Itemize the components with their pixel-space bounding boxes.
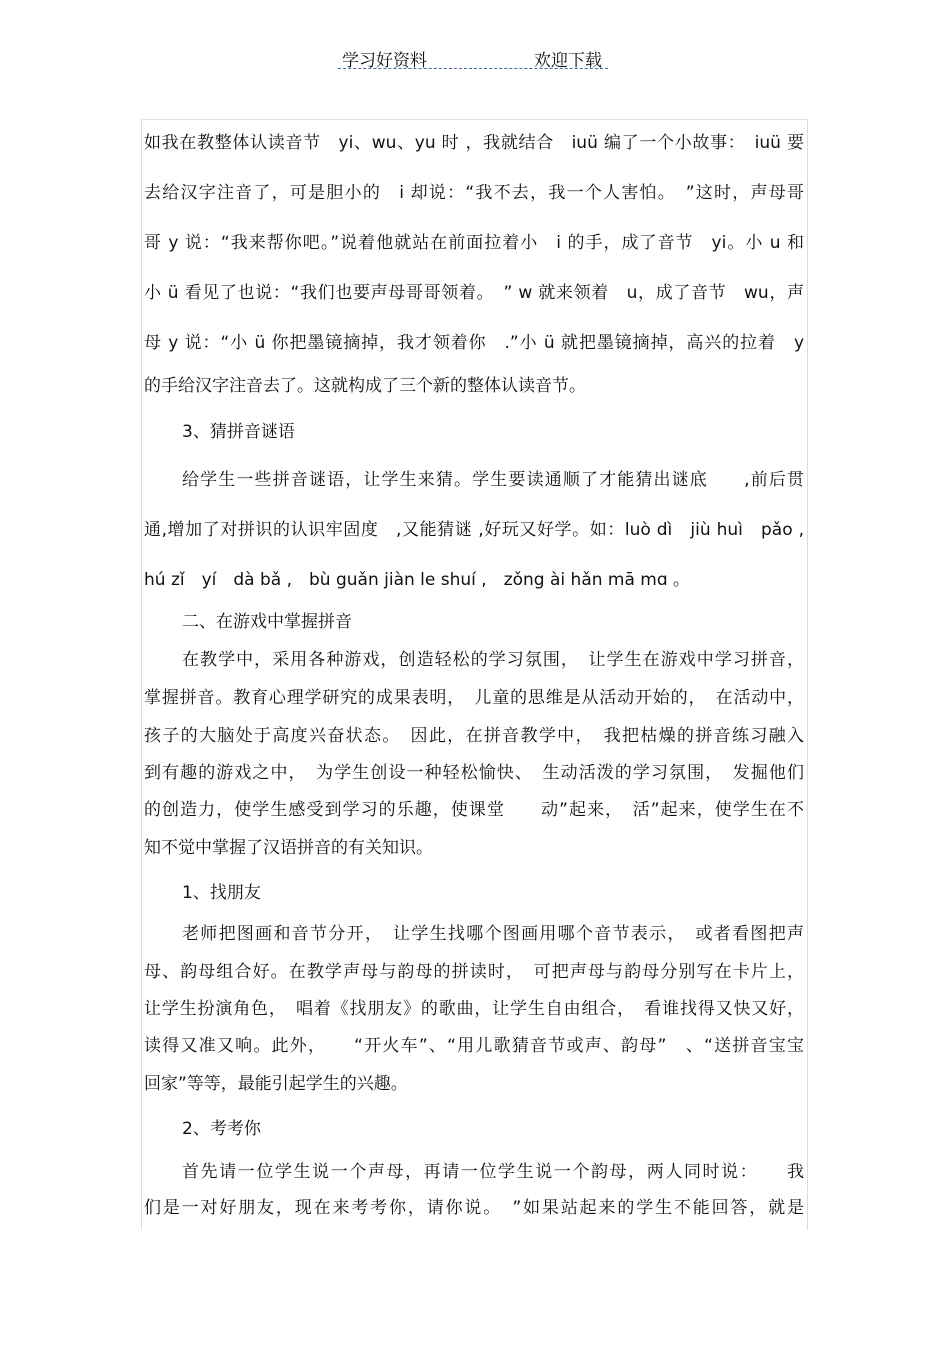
body-line: 如我在教整体认读音节 yi、wu、yu 时 ，我就结合 iuü 编了一个小故事： iuü 要 [144,133,804,153]
section-heading: 2、考考你 [182,1119,261,1139]
body-line: 读得又准又响。此外， “开火车”、“用儿歌猜音节或声、韵母” 、“送拼音宝宝 [144,1036,804,1056]
section-heading: 二、在游戏中掌握拼音 [182,612,352,632]
body-line: hú zǐ yí dà bǎ , bù guǎn jiàn le shuí , zǒng ài hǎn mā mɑ 。 [144,570,691,590]
body-line: 让学生扮演角色， 唱着《找朋友》的歌曲，让学生自由组合， 看谁找得又快又好， [144,999,804,1019]
body-line: 在教学中，采用各种游戏，创造轻松的学习氛围， 让学生在游戏中学习拼音， [182,650,804,670]
header-dashed-rule [338,68,608,69]
body-line: 小 ü 看见了也说：“我们也要声母哥哥领着。 ” w 就来领着 u，成了音节 wu，声 [144,283,804,303]
body-line: 回家”等等，最能引起学生的兴趣。 [144,1074,408,1094]
body-line: 到有趣的游戏之中， 为学生创设一种轻松愉快、 生动活泼的学习氛围， 发掘他们 [144,763,804,783]
body-line: 母、韵母组合好。在教学声母与韵母的拼读时， 可把声母与韵母分别写在卡片上， [144,962,804,982]
body-line: 首先请一位学生说一个声母，再请一位学生说一个韵母，两人同时说： 我 [182,1162,804,1182]
body-line: 们是一对好朋友，现在来考考你，请你说。 ”如果站起来的学生不能回答，就是 [144,1198,804,1218]
body-line: 的创造力，使学生感受到学习的乐趣，使课堂 动”起来， 活”起来，使学生在不 [144,800,804,820]
body-line: 的手给汉字注音去了。这就构成了三个新的整体认读音节。 [144,376,586,396]
body-line: 去给汉字注音了，可是胆小的 i 却说：“我不去，我一个人害怕。 ”这时，声母哥 [144,183,804,203]
body-line: 给学生一些拼音谜语，让学生来猜。学生要读通顺了才能猜出谜底 ,前后贯 [182,470,804,490]
header-right-text: 欢迎下载 [534,51,602,71]
body-line: 孩子的大脑处于高度兴奋状态。 因此，在拼音教学中， 我把枯燥的拼音练习融入 [144,726,804,746]
body-line: 母 y 说：“小 ü 你把墨镜摘掉，我才领着你 .”小 ü 就把墨镜摘掉，高兴的拉着 y [144,333,804,353]
section-heading: 3、猜拼音谜语 [182,422,295,442]
body-line: 通,增加了对拼识的认识牢固度 ,又能猜谜 ,好玩又好学。如：luò dì jiù huì pǎo , [144,520,804,540]
body-line: 哥 y 说：“我来帮你吧。”说着他就站在前面拉着小 i 的手，成了音节 yi。小 u 和 [144,233,804,253]
section-heading: 1、找朋友 [182,883,261,903]
header-left-text: 学习好资料 [342,51,427,71]
body-line: 老师把图画和音节分开， 让学生找哪个图画用哪个音节表示， 或者看图把声 [182,924,804,944]
body-line: 掌握拼音。教育心理学研究的成果表明， 儿童的思维是从活动开始的， 在活动中， [144,688,804,708]
body-line: 知不觉中掌握了汉语拼音的有关知识。 [144,838,433,858]
